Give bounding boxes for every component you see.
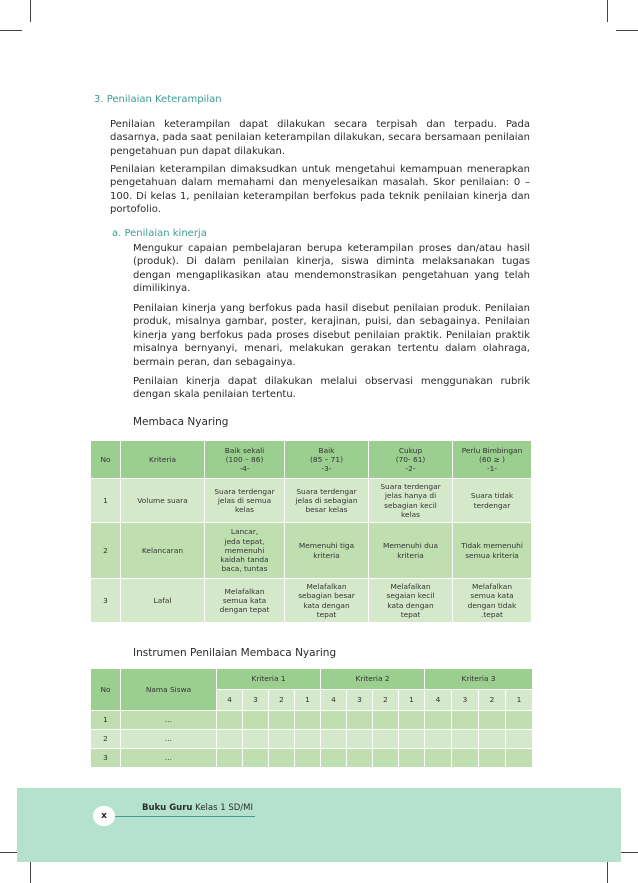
header-kriteria-2: Kriteria 2 (321, 669, 425, 690)
header-baik-sekali: Baik sekali (100 – 86) -4- (205, 441, 285, 479)
paragraph: Penilaian kinerja dapat dilakukan melalui observasi menggunakan rubrik dengan skala penilaian tertentu. (133, 376, 530, 401)
crop-mark (30, 861, 31, 883)
rubric-table (90, 440, 532, 623)
header-nama-siswa: Nama Siswa (121, 669, 217, 711)
paragraph: Mengukur capaian pembelajaran berupa keterampilan proses dan/atau hasil (produk). Di dalam penilaian kinerja, siswa diminta melaksanakan tugas dengan mengaplikasikan atau mendemonstrasikan pengetahuan yang telah dimilikinya. (133, 243, 530, 295)
table-row: 1 ... (91, 711, 533, 730)
footer-line (115, 816, 255, 817)
score-header: 2 (269, 690, 295, 711)
table-row: 2 ... (91, 730, 533, 749)
crop-mark (616, 30, 638, 31)
score-header: 2 (373, 690, 399, 711)
header-no: No (91, 441, 121, 479)
crop-mark (607, 0, 608, 22)
score-header: 3 (243, 690, 269, 711)
table-row: 3 Lafal Melafalkan semua kata dengan tepat Melafalkan sebagian besar kata dengan tepat Melafalkan segaian kecil kata dengan tepat Melafalkan semua kata dengan tidak .tepat (91, 579, 532, 623)
instrument-table (90, 668, 533, 768)
book-grade: Kelas 1 SD/MI (195, 803, 254, 813)
table-row: 3 ... (91, 749, 533, 768)
paragraph: Penilaian keterampilan dapat dilakukan secara terpisah dan terpadu. Pada dasarnya, pada saat penilaian keterampilan dilakukan, secara bersamaan penilaian pengetahuan pun dapat dilakukan. (110, 119, 530, 157)
score-header: 1 (506, 690, 533, 711)
subsection-title: a. Penilaian kinerja (112, 228, 207, 239)
header-kriteria: Kriteria (121, 441, 205, 479)
score-header: 4 (217, 690, 243, 711)
table-row: 1 Volume suara Suara terdengar jelas di semua kelas Suara terdengar jelas di sebagian besar kelas Suara terdengar jelas hanya di sebagian kecil kelas Suara tidak terdengar (91, 479, 532, 523)
score-header: 3 (347, 690, 373, 711)
header-kriteria-3: Kriteria 3 (425, 669, 533, 690)
paragraph: Penilaian keterampilan dimaksudkan untuk mengetahui kemampuan menerapkan pengetahuan dalam memahami dan menyelesaikan masalah. Skor penilaian: 0 – 100. Di kelas 1, penilaian keterampilan berfokus pada teknik penilaian kinerja dan portofolio. (110, 164, 530, 216)
header-no: No (91, 669, 121, 711)
crop-mark (0, 30, 22, 31)
score-header: 2 (479, 690, 506, 711)
section-title: 3. Penilaian Keterampilan (94, 94, 222, 105)
score-header: 4 (321, 690, 347, 711)
header-kriteria-1: Kriteria 1 (217, 669, 321, 690)
paragraph: Penilaian kinerja yang berfokus pada hasil disebut penilaian produk. Penilaian produk, misalnya gambar, poster, kerajinan, puisi, dan sebagainya. Penilaian kinerja yang berfokus pada proses disebut penilaian praktik. Penilaian praktik misalnya bernyanyi, menari, melakukan gerakan tertentu dalam olahraga, bermain peran, dan sebagainya. (133, 303, 530, 368)
crop-mark (30, 0, 31, 22)
score-header: 3 (452, 690, 479, 711)
header-cukup: Cukup (70- 61) -2- (369, 441, 453, 479)
table-row: 2 Kelancaran Lancar, jeda tepat, memenuhi kaidah tanda baca, tuntas Memenuhi tiga kriteria Memenuhi dua kriteria Tidak memenuhi semua kriteria (91, 523, 532, 579)
header-baik: Baik (85 – 71) -3- (285, 441, 369, 479)
footer-text (142, 803, 253, 813)
score-header: 4 (425, 690, 452, 711)
table-caption: Membaca Nyaring (133, 416, 229, 428)
book-title: Buku Guru (142, 803, 193, 813)
score-header: 1 (399, 690, 425, 711)
page-number: x (93, 806, 115, 826)
crop-mark (607, 861, 608, 883)
header-perlu-bimbingan: Perlu Bimbingan (60 ≥ ) -1- (453, 441, 532, 479)
table-caption: Instrumen Penilaian Membaca Nyaring (133, 647, 337, 659)
score-header: 1 (295, 690, 321, 711)
